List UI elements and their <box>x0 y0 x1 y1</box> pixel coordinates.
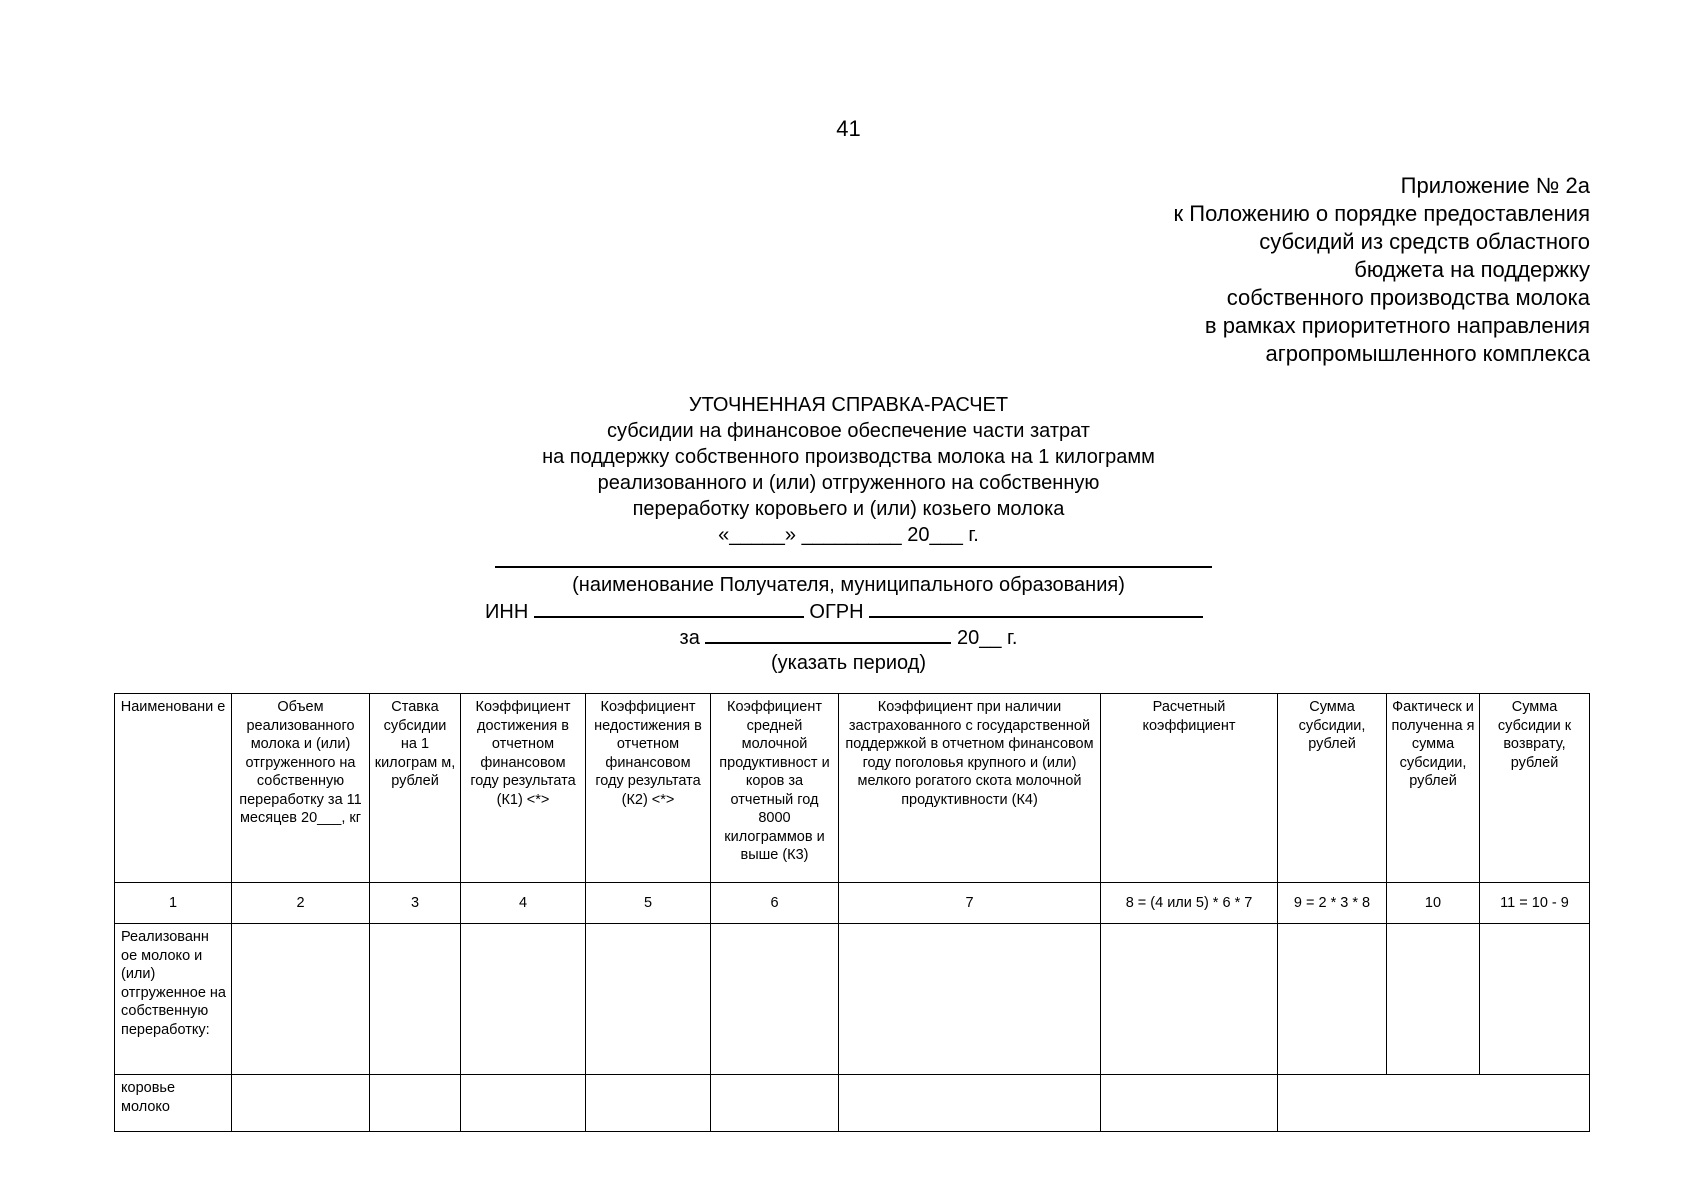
table-cell <box>232 924 370 1075</box>
inn-ogrn-row <box>485 598 1203 625</box>
header-row <box>115 694 1590 883</box>
appendix-line: в рамках приоритетного направления <box>1204 313 1590 338</box>
header-cell: Ставка субсидии на 1 килограм м, рублей <box>370 694 461 883</box>
period-caption: (указать период) <box>771 652 926 674</box>
table-row <box>115 1075 1590 1132</box>
table-cell <box>1387 924 1480 1075</box>
table-cell <box>232 1075 370 1132</box>
header-cell: Объем реализованного молока и (или) отгруженного на собственную переработку за 11 месяцев 20___, кг <box>232 694 370 883</box>
table-cell <box>711 1075 839 1132</box>
header-cell: Сумма субсидии к возврату, рублей <box>1480 694 1590 883</box>
date-line: «_____» _________ 20___ г. <box>718 524 979 546</box>
column-number: 7 <box>839 883 1101 924</box>
appendix-line: Приложение № 2а <box>1400 173 1590 198</box>
header-cell: Расчетный коэффициент <box>1101 694 1278 883</box>
title-line: субсидии на финансовое обеспечение части затрат <box>607 420 1090 442</box>
table-cell <box>586 924 711 1075</box>
header-cell: Коэффициент достижения в отчетном финансовом году результата (К1) <*> <box>461 694 586 883</box>
table-cell <box>711 924 839 1075</box>
column-number: 1 <box>115 883 232 924</box>
page-number: 41 <box>836 116 861 141</box>
recipient-caption: (наименование Получателя, муниципального образования) <box>572 574 1125 596</box>
table-cell <box>461 1075 586 1132</box>
header-cell: Коэффициент средней молочной продуктивност и коров за отчетный год 8000 килограммов и выше (К3) <box>711 694 839 883</box>
table-cell <box>839 924 1101 1075</box>
recipient-name-blank <box>495 566 1212 568</box>
document-title <box>0 392 1697 548</box>
appendix-line: субсидий из средств областного <box>1259 229 1590 254</box>
table-row <box>115 924 1590 1075</box>
column-number: 2 <box>232 883 370 924</box>
table-cell <box>1480 924 1590 1075</box>
title-line: реализованного и (или) отгруженного на собственную <box>597 472 1100 494</box>
column-number: 3 <box>370 883 461 924</box>
period-blank <box>705 624 951 644</box>
table-cell <box>839 1075 1101 1132</box>
inn-label: ИНН <box>485 601 529 623</box>
table-cell-merged <box>1278 1075 1590 1132</box>
title-line: на поддержку собственного производства молока на 1 килограмм <box>542 446 1155 468</box>
header-cell: Коэффициент при наличии застрахованного с государственной поддержкой в отчетном финансовом году поголовья крупного и (или) мелкого рогатого скота молочной продуктивности (К4) <box>839 694 1101 883</box>
column-number-row <box>115 883 1590 924</box>
table-cell <box>1278 924 1387 1075</box>
column-number: 4 <box>461 883 586 924</box>
title-heading: УТОЧНЕННАЯ СПРАВКА-РАСЧЕТ <box>688 394 1009 416</box>
period-suffix: 20__ г. <box>956 627 1018 649</box>
table-cell <box>586 1075 711 1132</box>
table-cell <box>1101 1075 1278 1132</box>
appendix-line: агропромышленного комплекса <box>1265 341 1590 366</box>
table-cell <box>461 924 586 1075</box>
column-number: 11 = 10 - 9 <box>1480 883 1590 924</box>
subsidy-calculation-table <box>114 693 1590 1132</box>
period-row <box>0 624 1697 651</box>
column-number: 8 = (4 или 5) * 6 * 7 <box>1101 883 1278 924</box>
header-cell: Фактическ и полученна я сумма субсидии, рублей <box>1387 694 1480 883</box>
column-number: 9 = 2 * 3 * 8 <box>1278 883 1387 924</box>
header-cell: Наименовани е <box>115 694 232 883</box>
ogrn-blank <box>869 598 1203 618</box>
ogrn-label: ОГРН <box>809 601 864 623</box>
period-prefix: за <box>679 627 700 649</box>
table-cell <box>1101 924 1278 1075</box>
header-cell: Сумма субсидии, рублей <box>1278 694 1387 883</box>
row-label: коровье молоко <box>115 1075 232 1132</box>
appendix-line: собственного производства молока <box>1226 285 1590 310</box>
column-number: 6 <box>711 883 839 924</box>
header-cell: Коэффициент недостижения в отчетном финансовом году результата (К2) <*> <box>586 694 711 883</box>
appendix-line: бюджета на поддержку <box>1354 257 1590 282</box>
column-number: 10 <box>1387 883 1480 924</box>
table-cell <box>370 1075 461 1132</box>
table-cell <box>370 924 461 1075</box>
inn-blank <box>534 598 804 618</box>
appendix-line: к Положению о порядке предоставления <box>1173 201 1590 226</box>
title-line: переработку коровьего и (или) козьего молока <box>632 498 1065 520</box>
row-label: Реализованн ое молоко и (или) отгруженное на собственную переработку: <box>115 924 232 1075</box>
appendix-reference <box>1174 172 1590 368</box>
column-number: 5 <box>586 883 711 924</box>
